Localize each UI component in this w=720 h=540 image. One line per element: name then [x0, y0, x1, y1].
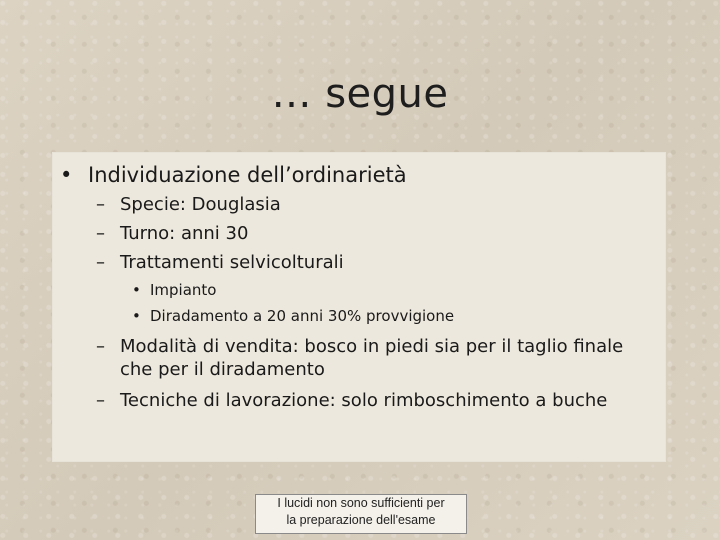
treatments-sublist	[132, 277, 656, 329]
dash-marker: –	[96, 336, 105, 357]
sub-bullet-species	[96, 190, 656, 219]
sub-bullet-sale-mode	[96, 335, 656, 381]
dot-marker: •	[132, 307, 141, 325]
footer-line: I lucidi non sono sufficienti per	[277, 496, 445, 510]
main-bullet	[60, 160, 407, 190]
sub-bullet-treatments	[96, 248, 656, 277]
footer-line: la preparazione dell'esame	[286, 513, 436, 527]
list-item-text: Impianto	[150, 281, 217, 299]
sub-bullet-text: Trattamenti selvicolturali	[120, 252, 344, 273]
list-item-planting	[132, 277, 656, 303]
sub-bullet-text: Specie: Douglasia	[120, 194, 281, 215]
bullet-marker: •	[60, 163, 73, 187]
slide-title: … segue	[271, 71, 449, 117]
sub-bullet-text: Modalità di vendita: bosco in piedi sia per il taglio finale che per il diradamento	[120, 336, 624, 380]
sub-bullet-rotation	[96, 219, 656, 248]
footer-note	[255, 494, 467, 534]
dash-marker: –	[96, 223, 105, 244]
dot-marker: •	[132, 281, 141, 299]
list-item-thinning	[132, 303, 656, 329]
dash-marker: –	[96, 194, 105, 215]
dash-marker: –	[96, 252, 105, 273]
list-item-text: Diradamento a 20 anni 30% provvigione	[150, 307, 455, 325]
sub-bullet-list	[96, 190, 656, 415]
sub-bullet-techniques	[96, 386, 656, 415]
main-bullet-text: Individuazione dell’ordinarietà	[88, 163, 407, 187]
sub-bullet-text: Turno: anni 30	[120, 223, 249, 244]
sub-bullet-text: Tecniche di lavorazione: solo rimboschimento a buche	[120, 390, 608, 411]
dash-marker: –	[96, 390, 105, 411]
